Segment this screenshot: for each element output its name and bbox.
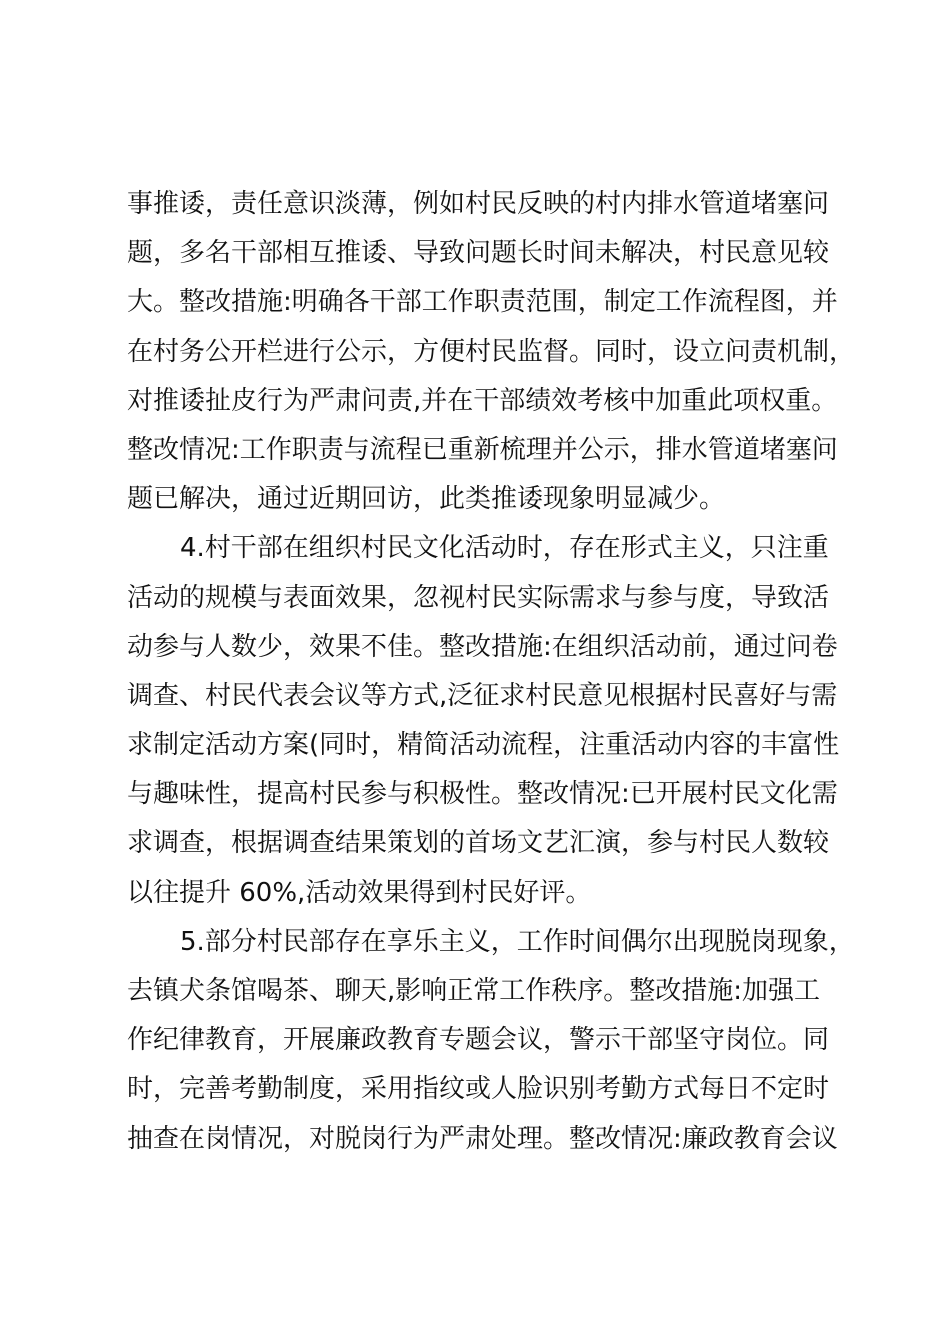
text-line: 以往提升 60%,活动效果得到村民好评。 [127, 877, 592, 908]
document-body [127, 180, 857, 1164]
text-line: 作纪律教育，开展廉政教育专题会议，警示干部坚守岗位。同 [127, 1025, 830, 1056]
text-line: 活动的规模与表面效果，忽视村民实际需求与参与度，导致活 [127, 582, 830, 613]
text-line: 题已解决，通过近期回访，此类推诿现象明显减少。 [127, 484, 726, 515]
text-line: 动参与人数少，效果不佳。整改措施:在组织活动前，通过问卷 [127, 631, 838, 662]
text-line: 求调查，根据调查结果策划的首场文艺汇演，参与村民人数较 [127, 828, 830, 859]
text-line: 求制定活动方案(同时，精简活动流程，注重活动内容的丰富性 [127, 730, 840, 761]
text-line: 事推诿，责任意识淡薄，例如村民反映的村内排水管道堵塞问 [127, 189, 830, 219]
text-line: 抽查在岗情况，对脱岗行为严肃处理。整改情况:廉政教育会议 [127, 1123, 838, 1154]
text-line: 调查、村民代表会议等方式,泛征求村民意见根据村民喜好与需 [127, 680, 838, 711]
text-line: 时，完善考勤制度，采用指纹或人脸识别考勤方式每日不定时 [127, 1074, 830, 1105]
text-line: 整改情况:工作职责与流程已重新梳理并公示，排水管道堵塞问 [127, 434, 838, 465]
text-line: 大。整改措施:明确各干部工作职责范围，制定工作流程图，并 [127, 287, 838, 318]
text-line: 题，多名干部相互推诿、导致问题长时间未解决，村民意见较 [127, 238, 830, 269]
paragraph-start-line: 5.部分村民部存在享乐主义，工作时间偶尔出现脱岗现象， [180, 926, 855, 957]
text-line: 对推诿扯皮行为严肃问责,并在干部绩效考核中加重此项权重。 [127, 385, 838, 416]
paragraph-start-line: 4.村干部在组织村民文化活动时，存在形式主义，只注重 [180, 533, 829, 564]
text-line: 去镇犬条馆喝茶、聊天,影响正常工作秩序。整改措施:加强工 [127, 976, 821, 1006]
text-line: 在村务公开栏进行公示，方便村民监督。同时，设立问责机制， [127, 336, 856, 367]
text-line: 与趣味性，提高村民参与积极性。整改情况:已开展村民文化需 [127, 779, 838, 810]
